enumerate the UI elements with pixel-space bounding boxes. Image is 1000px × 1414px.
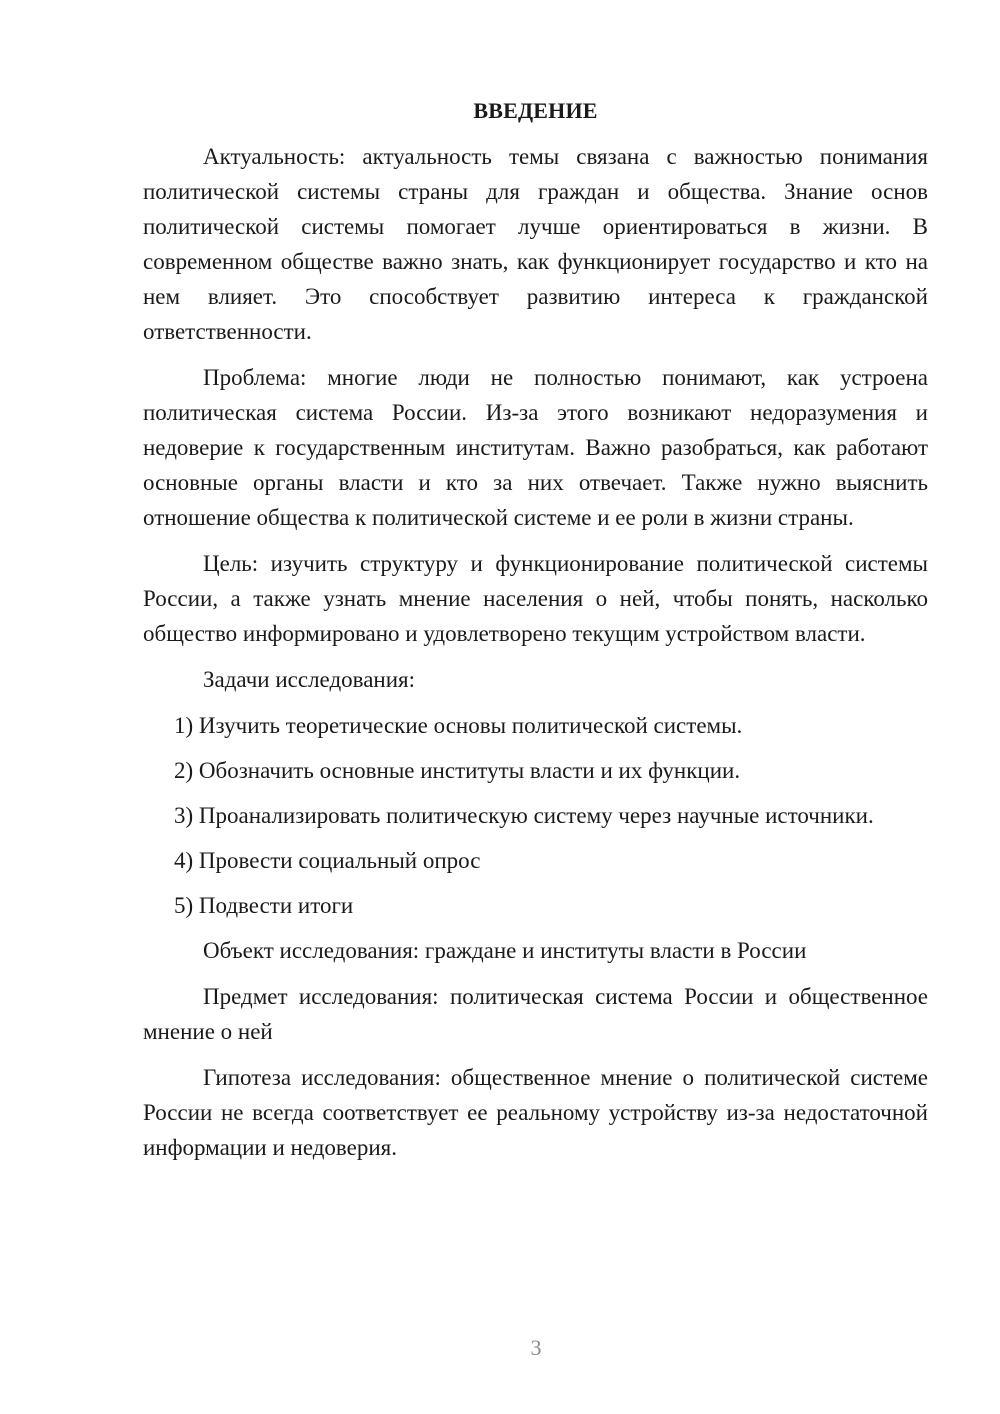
goal-paragraph: Цель: изучить структуру и функционирование политической системы России, а также узнать мнение населения о ней, чтобы понять, насколько общество информировано и удовлетворено текущим устройством власти. bbox=[143, 551, 928, 646]
task-item-4: 4) Провести социальный опрос bbox=[174, 848, 481, 873]
page-number: 3 bbox=[530, 1335, 542, 1360]
problem-paragraph: Проблема: многие люди не полностью понимают, как устроена политическая система России. Из-за этого возникают недоразумения и недоверие к государственным институтам. Важно разобраться, как работают основные органы власти и кто за них отвечает. Также нужно выяснить отношение общества к политической системе и ее роли в жизни страны. bbox=[143, 365, 928, 530]
hypothesis-paragraph: Гипотеза исследования: общественное мнение о политической системе России не всегда соответствует ее реальному устройству из-за недостаточной информации и недоверия. bbox=[143, 1065, 928, 1160]
tasks-title: Задачи исследования: bbox=[203, 667, 416, 692]
page-content bbox=[143, 93, 928, 1165]
object-paragraph: Объект исследования: граждане и институты власти в России bbox=[203, 938, 807, 963]
task-item-2: 2) Обозначить основные институты власти и их функции. bbox=[174, 758, 741, 783]
task-item-3: 3) Проанализировать политическую систему через научные источники. bbox=[174, 803, 874, 828]
task-item-1: 1) Изучить теоретические основы политической системы. bbox=[174, 713, 743, 738]
section-heading: ВВЕДЕНИЕ bbox=[473, 98, 598, 123]
task-item-5: 5) Подвести итоги bbox=[174, 893, 354, 918]
subject-paragraph: Предмет исследования: политическая система России и общественное мнение о ней bbox=[143, 984, 928, 1044]
relevance-paragraph: Актуальность: актуальность темы связана с важностью понимания политической системы страны для граждан и общества. Знание основ политической системы помогает лучше ориентироваться в жизни. В современном обществе важно знать, как функционирует государство и кто на нем влияет. Это способствует развитию интереса к гражданской ответственности. bbox=[143, 144, 928, 344]
